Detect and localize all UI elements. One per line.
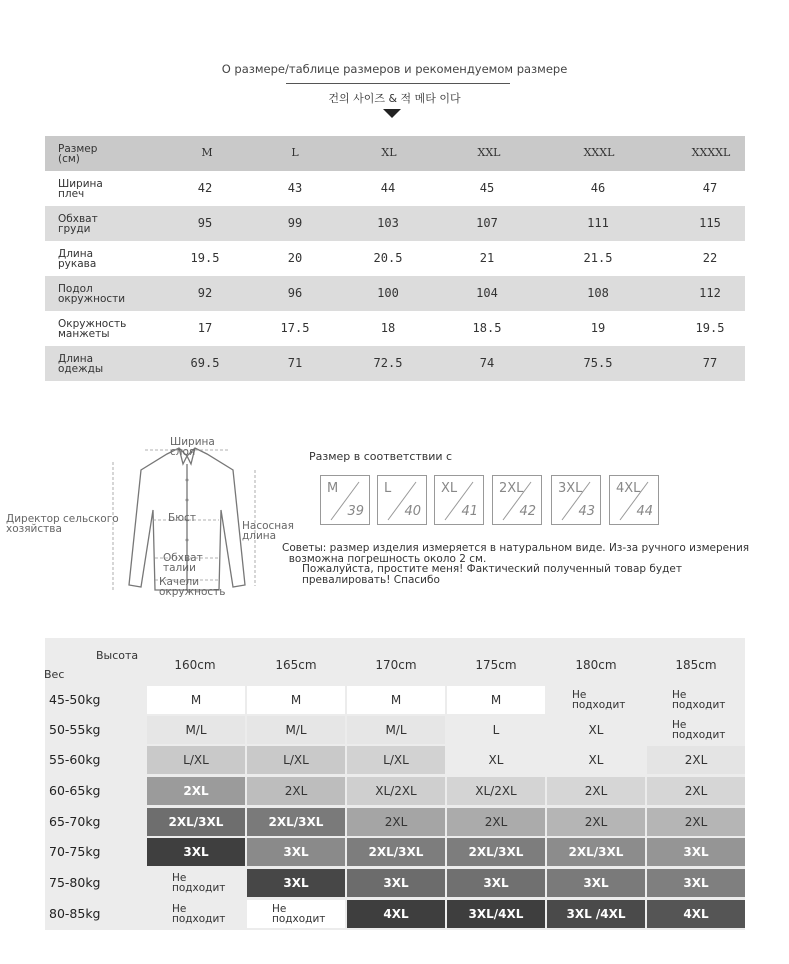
row-label: Окружность манжеты [58, 318, 127, 340]
table-row [45, 241, 745, 276]
size-recommendation-cell: XL [447, 746, 545, 774]
table-cell: 77 [702, 356, 718, 370]
row-label: Длина рукава [58, 248, 97, 270]
size-recommendation-cell: 2XL/3XL [547, 838, 645, 866]
size-box-3xl [551, 475, 601, 525]
size-letter: 4XL [616, 481, 641, 496]
table-cell: 99 [287, 216, 303, 230]
title-divider [286, 83, 510, 84]
table-cell: 69.5 [190, 356, 220, 370]
table-cell: 103 [377, 216, 399, 230]
table-row [45, 171, 745, 206]
size-recommendation-cell: 2XL [547, 808, 645, 836]
size-recommendation-cell: Не подходит [147, 869, 245, 897]
table-cell: 43 [287, 181, 303, 195]
weight-row-label: 65-70kg [49, 814, 101, 829]
size-recommendation-cell: 2XL [647, 808, 745, 836]
size-letter: 2XL [499, 481, 524, 496]
size-col-l: L [291, 146, 299, 159]
bust-label: Бюст [168, 512, 196, 524]
table-cell: 19.5 [695, 321, 725, 335]
size-recommendation-cell: 3XL [547, 869, 645, 897]
size-recommendation-cell: 3XL [347, 869, 445, 897]
table-row [45, 311, 745, 346]
size-number: 39 [347, 504, 364, 519]
size-recommendation-cell: L/XL [347, 746, 445, 774]
row-label: Обхват груди [58, 213, 98, 235]
table-cell: 74 [479, 356, 495, 370]
size-recommendation-cell: 2XL [347, 808, 445, 836]
table-cell: 20 [287, 251, 303, 265]
table-cell: 18.5 [472, 321, 502, 335]
size-letter: L [384, 481, 392, 496]
size-recommendation-cell: 3XL /4XL [547, 900, 645, 928]
size-recommendation-cell: 2XL/3XL [447, 838, 545, 866]
height-col: 180cm [575, 658, 617, 672]
table-cell: 104 [476, 286, 498, 300]
weight-row-label: 55-60kg [49, 752, 101, 767]
weight-row-label: 70-75kg [49, 844, 101, 859]
size-recommendation-cell: M/L [247, 716, 345, 744]
size-number: 44 [636, 504, 653, 519]
size-number: 40 [404, 504, 421, 519]
table-cell: 19 [590, 321, 606, 335]
table-cell: 100 [377, 286, 399, 300]
table-row [45, 276, 745, 311]
size-recommendation-cell: Не подходит [147, 900, 245, 928]
size-col-xxxl: XXXL [583, 146, 615, 159]
size-recommendation-cell: Не подходит [647, 716, 745, 744]
size-letter: XL [441, 481, 458, 496]
size-recommendation-cell: L/XL [147, 746, 245, 774]
size-header-label: Размер (см) [58, 143, 98, 165]
weight-row-label: 60-65kg [49, 783, 101, 798]
shoulder-width-label: Ширина слоя [170, 436, 215, 458]
size-recommendation-cell: L [447, 716, 545, 744]
size-col-xl: XL [381, 146, 397, 159]
size-recommendation-cell: M/L [147, 716, 245, 744]
size-recommendation-cell: Не подходит [647, 686, 745, 714]
table-cell: 45 [479, 181, 495, 195]
table-cell: 71 [287, 356, 303, 370]
row-label: Подол окружности [58, 283, 126, 305]
size-recommendation-cell: 2XL [647, 777, 745, 805]
weight-row-label: 50-55kg [49, 722, 101, 737]
table-cell: 19.5 [190, 251, 220, 265]
size-recommendation-cell: 2XL/3XL [347, 838, 445, 866]
size-number: 42 [519, 504, 536, 519]
size-recommendation-cell: 2XL [247, 777, 345, 805]
table-cell: 18 [380, 321, 396, 335]
table-cell: 17 [197, 321, 213, 335]
height-col: 185cm [675, 658, 717, 672]
size-recommendation-cell: 2XL [147, 777, 245, 805]
table-cell: 75.5 [583, 356, 613, 370]
size-recommendation-cell: M/L [347, 716, 445, 744]
waist-label: Обхват талии [163, 552, 203, 574]
size-recommendation-cell: XL/2XL [447, 777, 545, 805]
size-recommendation-cell: Не подходит [547, 686, 645, 714]
size-recommendation-cell: 3XL [247, 869, 345, 897]
size-recommendation-cell: M [447, 686, 545, 714]
row-label: Ширина плеч [58, 178, 103, 200]
size-recommendation-cell: 3XL [447, 869, 545, 897]
size-recommendation-cell: 3XL/4XL [447, 900, 545, 928]
table-cell: 108 [587, 286, 609, 300]
size-number: 43 [578, 504, 595, 519]
table-cell: 72.5 [373, 356, 403, 370]
size-letter: M [327, 481, 339, 496]
size-number: 41 [461, 504, 478, 519]
size-box-xl [434, 475, 484, 525]
size-recommendation-cell: 2XL/3XL [147, 808, 245, 836]
size-recommendation-cell: M [347, 686, 445, 714]
height-col: 175cm [475, 658, 517, 672]
table-cell: 107 [476, 216, 498, 230]
size-recommendation-cell: XL [547, 716, 645, 744]
size-table [45, 136, 745, 381]
size-recommendation-cell: 4XL [647, 900, 745, 928]
size-recommendation-cell: XL [547, 746, 645, 774]
table-cell: 112 [699, 286, 721, 300]
table-row [45, 206, 745, 241]
director-label: Директор сельского хозяйства [6, 513, 119, 535]
table-row [45, 346, 745, 381]
size-recommendation-cell: 2XL [547, 777, 645, 805]
table-cell: 111 [587, 216, 609, 230]
hem-label: Качели окружность [159, 576, 226, 598]
table-cell: 96 [287, 286, 303, 300]
size-box-4xl [609, 475, 659, 525]
table-cell: 47 [702, 181, 718, 195]
table-cell: 115 [699, 216, 721, 230]
height-col: 170cm [375, 658, 417, 672]
weight-row-label: 80-85kg [49, 906, 101, 921]
table-cell: 46 [590, 181, 606, 195]
table-cell: 20.5 [373, 251, 403, 265]
table-cell: 22 [702, 251, 718, 265]
weight-row-label: 75-80kg [49, 875, 101, 890]
size-letter: 3XL [558, 481, 583, 496]
size-recommendation-cell: 3XL [647, 838, 745, 866]
size-recommendation-cell: 4XL [347, 900, 445, 928]
sleeve-length-label: Насосная длина [242, 520, 294, 542]
size-recommendation-cell: 3XL [647, 869, 745, 897]
weight-row-label: 45-50kg [49, 692, 101, 707]
table-cell: 44 [380, 181, 396, 195]
height-col: 160cm [174, 658, 216, 672]
page-title: О размере/таблице размеров и рекомендуемом размере [221, 62, 568, 76]
page-subtitle: 건의 사이즈 & 적 메타 이다 [328, 92, 461, 105]
size-recommendation-cell: M [147, 686, 245, 714]
table-cell: 42 [197, 181, 213, 195]
row-label: Длина одежды [58, 353, 104, 375]
table-cell: 95 [197, 216, 213, 230]
size-table-header [45, 136, 745, 171]
size-recommendation-cell: 2XL [647, 746, 745, 774]
size-recommendation-cell: L/XL [247, 746, 345, 774]
size-col-xxxxl: XXXXL [691, 146, 731, 159]
size-box-l [377, 475, 427, 525]
weight-label: Вес [44, 668, 65, 681]
down-arrow-icon [383, 109, 401, 118]
size-recommendation-cell: XL/2XL [347, 777, 445, 805]
size-recommendation-cell: 2XL/3XL [247, 808, 345, 836]
table-cell: 21 [479, 251, 495, 265]
size-reference-title: Размер в соответствии с [309, 450, 453, 463]
size-recommendation-cell: Не подходит [247, 900, 345, 928]
size-recommendation-cell: 3XL [147, 838, 245, 866]
measurement-tips: Советы: размер изделия измеряется в натуральном виде. Из-за ручного измерения возможна погрешность около 2 см. Пожалуйста, простите меня! Фактический полученный товар будет превалировать! Спасибо [282, 542, 750, 586]
height-col: 165cm [275, 658, 317, 672]
size-recommendation-cell: 3XL [247, 838, 345, 866]
height-label: Высота [96, 649, 139, 662]
size-recommendation-cell: 2XL [447, 808, 545, 836]
size-box-2xl [492, 475, 542, 525]
table-cell: 21.5 [583, 251, 613, 265]
table-cell: 92 [197, 286, 213, 300]
table-cell: 17.5 [280, 321, 310, 335]
size-col-m: M [201, 146, 213, 159]
size-col-xxl: XXL [477, 146, 501, 159]
size-recommendation-cell: M [247, 686, 345, 714]
size-box-m [320, 475, 370, 525]
